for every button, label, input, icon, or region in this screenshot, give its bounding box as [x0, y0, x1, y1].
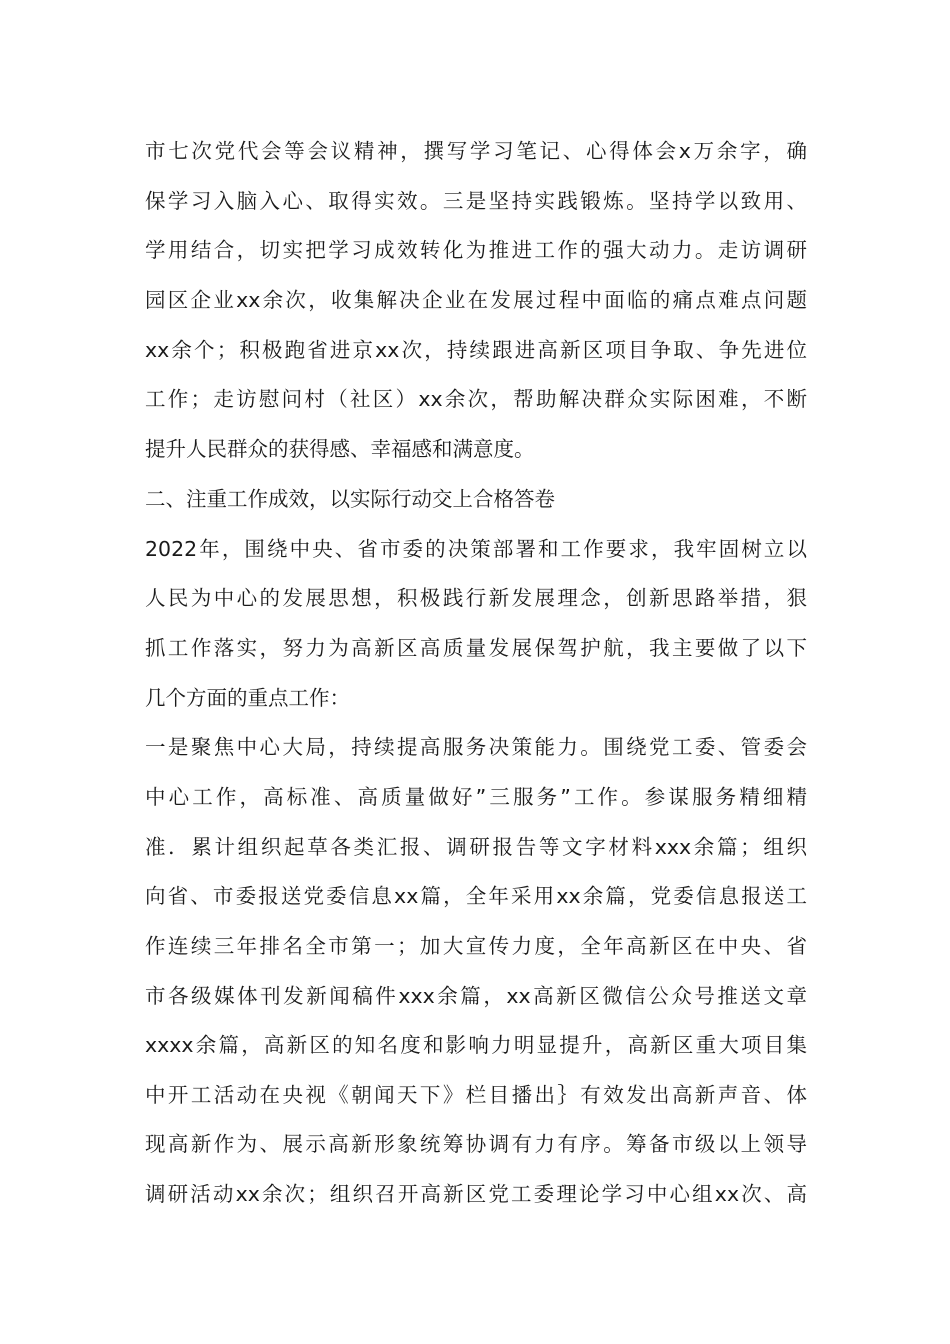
body-text-line: 工作；走访慰问村（社区）xx余次，帮助解决群众实际困难，不断	[145, 387, 807, 411]
body-text-line: 几个方面的重点工作：	[145, 686, 350, 710]
section-heading: 二、注重工作成效，以实际行动交上合格答卷	[145, 487, 555, 511]
body-text-line: 市各级媒体刊发新闻稿件xxx余篇，xx高新区微信公众号推送文章	[145, 984, 807, 1008]
body-text-line: 向省、市委报送党委信息xx篇，全年采用xx余篇，党委信息报送工	[145, 884, 807, 908]
body-text-line: 中心工作，高标准、高质量做好”三服务”工作。参谋服务精细精	[145, 785, 807, 809]
body-text-line: 作连续三年排名全市第一；加大宣传力度，全年高新区在中央、省	[145, 934, 807, 958]
body-text-line: 中开工活动在央视《朝闻天下》栏目播出｝有效发出高新声音、体	[145, 1083, 807, 1107]
body-text-line: 现高新作为、展示高新形象统筹协调有力有序。筹备市级以上领导	[145, 1132, 807, 1156]
body-text-line: 人民为中心的发展思想，积极践行新发展理念，创新思路举措，狠	[145, 586, 807, 610]
body-text-line: 准．累计组织起草各类汇报、调研报告等文字材料xxx余篇；组织	[145, 835, 807, 859]
body-text-line: 抓工作落实，努力为高新区高质量发展保驾护航，我主要做了以下	[145, 636, 807, 660]
body-text-line: 2022年，围绕中央、省市委的决策部署和工作要求，我牢固树立以	[145, 537, 807, 561]
body-text-line: 保学习入脑入心、取得实效。三是坚持实践锻炼。坚持学以致用、	[145, 189, 807, 213]
body-text-line: 园区企业xx余次，收集解决企业在发展过程中面临的痛点难点问题	[145, 288, 807, 312]
body-text-line: 调研活动xx余次；组织召开高新区党工委理论学习中心组xx次、高	[145, 1182, 807, 1206]
body-text-line: 提升人民群众的获得感、幸福感和满意度。	[145, 437, 535, 461]
body-text-line: xxxx余篇，高新区的知名度和影响力明显提升，高新区重大项目集	[145, 1033, 807, 1057]
body-text-line: xx余个；积极跑省进京xx次，持续跟进高新区项目争取、争先进位	[145, 338, 807, 362]
body-text-line: 市七次党代会等会议精神，撰写学习笔记、心得体会x万余字，确	[145, 139, 807, 163]
body-text-line: 学用结合，切实把学习成效转化为推进工作的强大动力。走访调研	[145, 238, 807, 262]
body-text-line: 一是聚焦中心大局，持续提高服务决策能力。围绕党工委、管委会	[145, 735, 807, 759]
